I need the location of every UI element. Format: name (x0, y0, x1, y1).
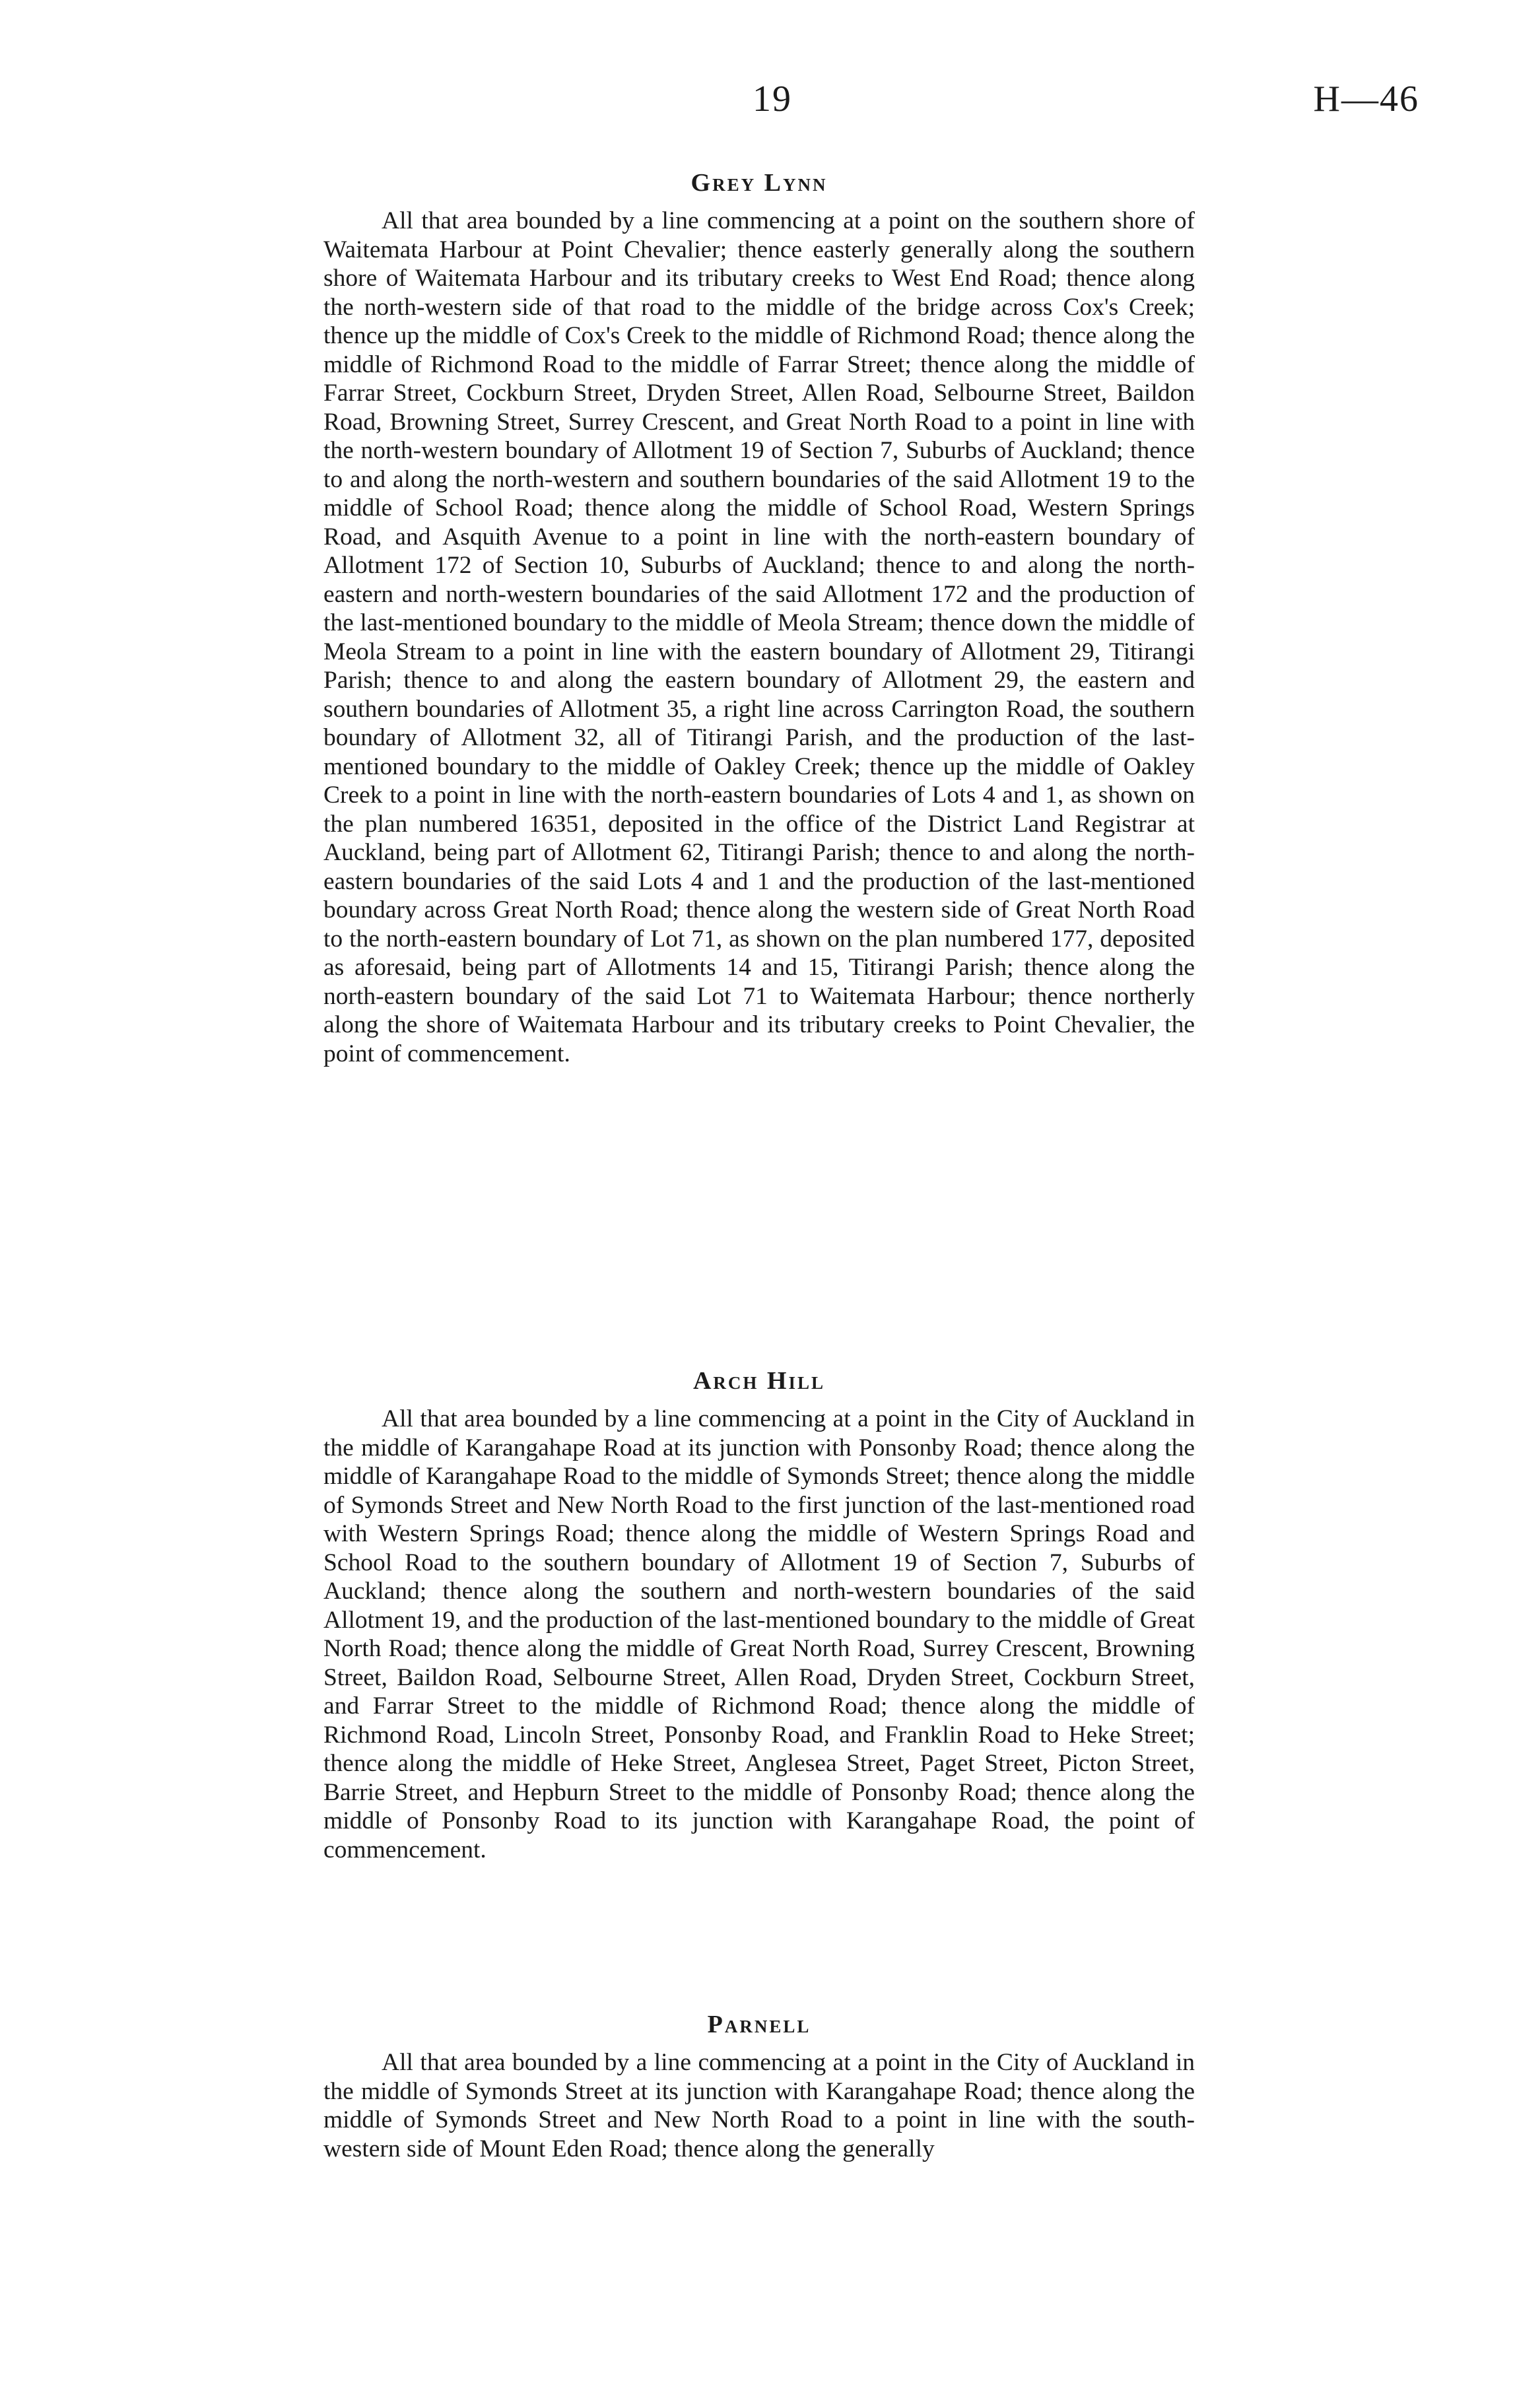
section-heading-arch-hill: Arch Hill (692, 1367, 826, 1395)
document-code: H—46 (1313, 79, 1419, 119)
page-number: 19 (753, 79, 792, 119)
section-paragraph-parnell: All that area bounded by a line commencing at a point in the City of Auckland in the middle of Symonds Street at its junction with Karangahape Road; thence along the middle of Symonds Street and New North Road to a point in line with the south-western side of Mount Eden Road; thence along the generally (323, 2049, 1195, 2162)
section-heading-grey-lynn: Grey Lynn (690, 169, 828, 197)
section-paragraph-arch-hill: All that area bounded by a line commencing at a point in the City of Auckland in the middle of Karangahape Road at its junction with Ponsonby Road; thence along the middle of Karangahape Road to the middle of Symonds Street; thence along the middle of Symonds Street and New North Road to the first junction of the last-mentioned road with Western Springs Road; thence along the middle of Western Springs Road and School Road to the southern boundary of Allotment 19 of Section 7, Suburbs of Auckland; thence along the southern and north-western boundaries of the said Allotment 19, and the production of the last-mentioned boundary to the middle of Great North Road; thence along the middle of Great North Road, Surrey Crescent, Browning Street, Baildon Road, Selbourne Street, Allen Road, Dryden Street, Cockburn Street, and Farrar Street to the middle of Richmond Road; thence along the middle of Richmond Road, Lincoln Street, Ponsonby Road, and Franklin Road to Heke Street; thence along the middle of Heke Street, Anglesea Street, Paget Street, Picton Street, Barrie Street, and Hepburn Street to the middle of Ponsonby Road; thence along the middle of Ponsonby Road to its junction with Karangahape Road, the point of commencement. (323, 1405, 1195, 1863)
section-heading-parnell: Parnell (707, 2011, 811, 2038)
section-paragraph-grey-lynn: All that area bounded by a line commencing at a point on the southern shore of Waitemata Harbour at Point Chevalier; thence easterly generally along the southern shore of Waitemata Harbour and its tributary creeks to West End Road; thence along the north-western side of that road to the middle of the bridge across Cox's Creek; thence up the middle of Cox's Creek to the middle of Richmond Road; thence along the middle of Richmond Road to the middle of Farrar Street; thence along the middle of Farrar Street, Cockburn Street, Dryden Street, Allen Road, Selbourne Street, Baildon Road, Browning Street, Surrey Crescent, and Great North Road to a point in line with the north-western boundary of Allotment 19 of Section 7, Suburbs of Auckland; thence to and along the north-western and southern boundaries of the said Allotment 19 to the middle of School Road; thence along the middle of School Road, Western Springs Road, and Asquith Avenue to a point in line with the north-eastern boundary of Allotment 172 of Section 10, Suburbs of Auckland; thence to and along the north-eastern and north-western boundaries of the said Allotment 172 and the production of the last-mentioned boundary to the middle of Meola Stream; thence down the middle of Meola Stream to a point in line with the eastern boundary of Allotment 29, Titirangi Parish; thence to and along the eastern boundary of Allotment 29, the eastern and southern boundaries of Allotment 35, a right line across Carrington Road, the southern boundary of Allotment 32, all of Titirangi Parish, and the production of the last-mentioned boundary to the middle of Oakley Creek; thence up the middle of Oakley Creek to a point in line with the north-eastern boundaries of Lots 4 and 1, as shown on the plan numbered 16351, deposited in the office of the District Land Registrar at Auckland, being part of Allotment 62, Titirangi Parish; thence to and along the north-eastern boundaries of the said Lots 4 and 1 and the production of the last-mentioned boundary across Great North Road; thence along the western side of Great North Road to the north-eastern boundary of Lot 71, as shown on the plan numbered 177, deposited as aforesaid, being part of Allotments 14 and 15, Titirangi Parish; thence along the north-eastern boundary of the said Lot 71 to Waitemata Harbour; thence northerly along the shore of Waitemata Harbour and its tributary creeks to Point Chevalier, the point of commencement. (323, 207, 1195, 1067)
